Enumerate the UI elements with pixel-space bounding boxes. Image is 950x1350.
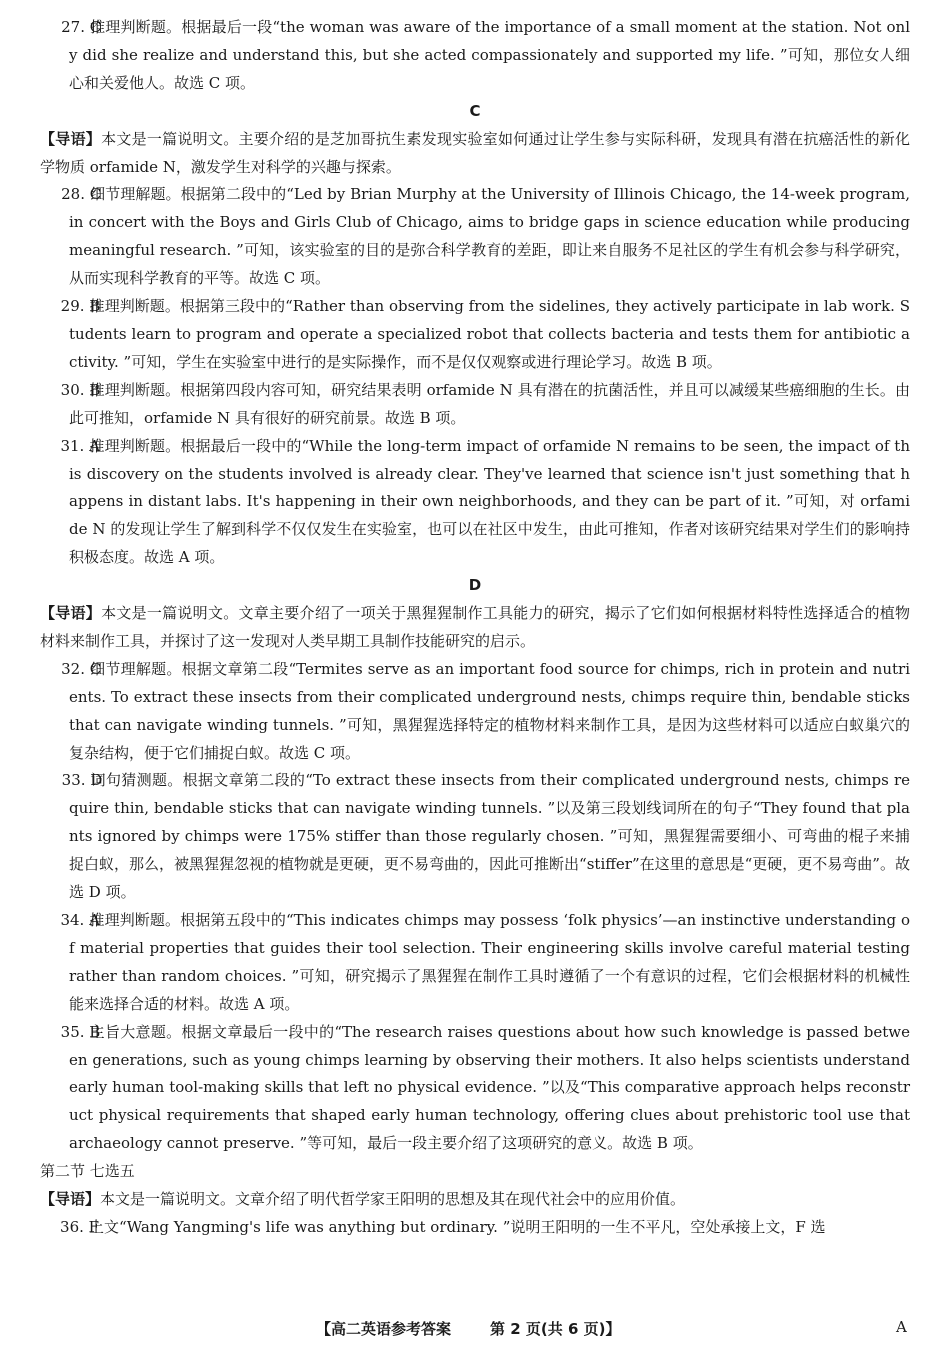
guide-tag: 【导语】	[40, 1190, 101, 1209]
answer-item-36	[40, 1214, 910, 1242]
section-heading-2: 第二节 七选五	[40, 1162, 135, 1181]
footer-page-number: 第 2 页(共 6 页)】	[490, 1320, 621, 1338]
answer-text: 推理判断题。根据最后一段“the woman was aware of the importance of a small moment at the station. Not only did she realize and understand this, but she acted compassionately and supported my life. ”可知，那位女人细心和关爱他人。故选 C 项。	[69, 18, 910, 92]
guide-2	[40, 1186, 910, 1214]
answer-item-35	[40, 1019, 910, 1159]
answer-number: 35. B	[60, 1022, 101, 1041]
answer-text: 推理判断题。根据第四段内容可知，研究结果表明 orfamide N 具有潜在的抗菌活性，并且可以减缓某些癌细胞的生长。由此可推知，orfamide N 具有很好的研究前景。故选 B 项。	[69, 380, 910, 427]
answer-item-34	[40, 907, 910, 1019]
answer-content	[40, 14, 910, 1242]
guide-tag: 【导语】	[40, 129, 102, 148]
answer-text: 上文“Wang Yangming's life was anything but ordinary. ”说明王阳明的一生不平凡，空处承接上文，F 选	[89, 1217, 826, 1236]
answer-number: 36. F	[60, 1217, 100, 1236]
answer-number: 34. A	[60, 911, 100, 929]
answer-number: 28. C	[61, 185, 102, 204]
answer-number: 30. B	[60, 380, 101, 399]
answer-text: 推理判断题。根据第五段中的“This indicates chimps may possess ‘folk physics’—an instinctive understanding of material properties that guides their tool selection. Their engineering skills involve careful material testing rather than random choices. ”可知，研究揭示了黑猩猩在制作工具时遵循了一个有意识的过程，它们会根据材料的机械性能来选择合适的材料。故选 A 项。	[69, 911, 910, 1013]
answer-text: 主旨大意题。根据文章最后一段中的“The research raises questions about how such knowledge is passed between generations, such as young chimps learning by observing their mothers. It also helps scientists understand early human tool-making skills that left no physical evidence. ”以及“This comparative approach helps reconstruct physical requirements that shaped early human technology, offering clues about prehistoric tool use that archaeology cannot preserve. ”等可知，最后一段主要介绍了这项研究的意义。故选 B 项。	[69, 1022, 910, 1153]
answer-text: 推理判断题。根据第三段中的“Rather than observing from the sidelines, they actively participate in lab work. Students learn to program and operate a specialized robot that collects bacteria and tests them for antibiotic activity. ”可知，学生在实验室中进行的是实际操作，而不是仅仅观察或进行理论学习。故选 B 项。	[69, 297, 910, 371]
answer-number: 33. D	[61, 771, 103, 790]
answer-text: 推理判断题。根据最后一段中的“While the long-term impact of orfamide N remains to be seen, the impact of this discovery on the students involved is already clear. They've learned that science isn't just something that happens in distant labs. It's happening in their own neighborhoods, and they can be part of it. ”可知，对 orfamide N 的发现让学生了解到科学不仅仅发生在实验室，也可以在社区中发生，由此可推知，作者对该研究结果对学生们的影响持积极态度。故选 A 项。	[69, 436, 910, 567]
answer-item-32	[40, 656, 910, 768]
footer-version: A	[896, 1318, 907, 1336]
guide-d	[40, 600, 910, 656]
section-heading-c: C	[469, 101, 481, 120]
answer-item-31	[40, 433, 910, 573]
answer-item-27	[40, 14, 910, 98]
answer-item-30	[40, 377, 910, 433]
section-heading-d: D	[468, 576, 482, 595]
guide-text: 本文是一篇说明文。主要介绍的是芝加哥抗生素发现实验室如何通过让学生参与实际科研，发现具有潜在抗癌活性的新化学物质 orfamide N，激发学生对科学的兴趣与探索。	[40, 129, 910, 176]
guide-tag: 【导语】	[40, 604, 102, 623]
page-footer	[0, 1312, 950, 1342]
answer-number: 32. C	[61, 659, 102, 678]
answer-text: 细节理解题。根据文章第二段“Termites serve as an important food source for chimps, rich in protein and nutrients. To extract these insects from their complicated underground nests, chimps require thin, bendable sticks that can navigate winding tunnels. ”可知，黑猩猩选择特定的植物材料来制作工具，是因为这些材料可以适应白蚁巢穴的复杂结构，便于它们捕捉白蚁。故选 C 项。	[69, 659, 910, 762]
answer-item-29	[40, 293, 910, 377]
answer-number: 27. C	[61, 18, 102, 36]
answer-number: 31. A	[60, 436, 100, 455]
guide-c	[40, 126, 910, 182]
guide-text: 本文是一篇说明文。文章主要介绍了一项关于黑猩猩制作工具能力的研究，揭示了它们如何根据材料特性选择适合的植物材料来制作工具，并探讨了这一发现对人类早期工具制作技能研究的启示。	[40, 604, 910, 650]
guide-text: 本文是一篇说明文。文章介绍了明代哲学家王阳明的思想及其在现代社会中的应用价值。	[100, 1190, 686, 1209]
footer-title: 【高二英语参考答案	[316, 1320, 452, 1338]
answer-item-28	[40, 181, 910, 293]
answer-text: 词句猜测题。根据文章第二段的“To extract these insects from their complicated underground nests, chimps require thin, bendable sticks that can navigate winding tunnels. ”以及第三段划线词所在的句子“They found that plants ignored by chimps were 175% stiffer than those regularly chosen. ”可知，黑猩猩需要细小、可弯曲的棍子来捕捉白蚁，那么，被黑猩猩忽视的植物就是更硬，更不易弯曲的，因此可推断出“stiffer”在这里的意思是“更硬，更不易弯曲”。故选 D 项。	[69, 771, 910, 902]
answer-number: 29. B	[60, 297, 101, 316]
answer-text: 细节理解题。根据第二段中的“Led by Brian Murphy at the University of Illinois Chicago, the 14-week program, in concert with the Boys and Girls Club of Chicago, aims to bridge gaps in science education while producing meaningful research. ”可知，该实验室的目的是弥合科学教育的差距，即让来自服务不足社区的学生有机会参与科学研究，从而实现科学教育的平等。故选 C 项。	[69, 185, 910, 288]
answer-item-33	[40, 767, 910, 907]
